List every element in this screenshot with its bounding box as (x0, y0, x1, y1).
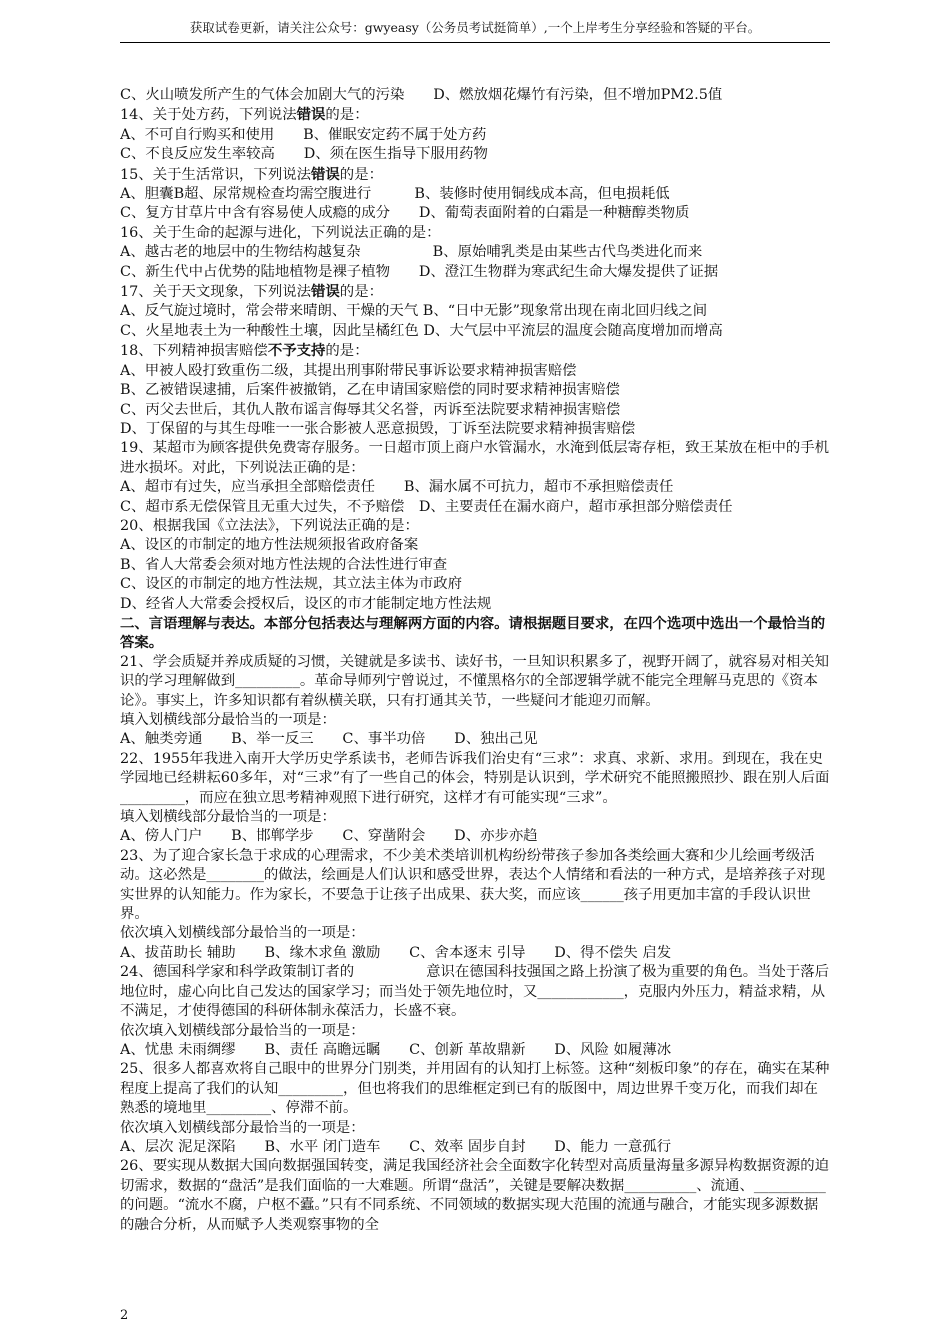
line-text: A、层次 泥足深陷 B、水平 闭门造车 C、效率 固步自封 D、能力 一意孤行 (120, 1138, 672, 1155)
text-line (120, 1157, 832, 1235)
line-text: C、超市系无偿保管且无重大过失，不予赔偿 D、主要责任在漏水商户，超市承担部分赔偿责任 (120, 498, 733, 515)
text-line (120, 126, 832, 145)
text-line (120, 653, 832, 711)
text-line (120, 105, 832, 125)
line-text: 21、学会质疑并养成质疑的习惯，关键就是多读书、读好书，一旦知识积累多了，视野开阔了，就容易对相关知识的学习理解做到_________。革命导师列宁曾说过，不懂黑格尔的全部逻辑学就不能完全理解马克思的《资本论》。事实上，许多知识都有着纵横关联，只有打通其关节，一些疑问才能迎刃而解。 (120, 653, 830, 709)
text-line (120, 381, 832, 400)
line-text: C、丙父去世后，其仇人散布谣言侮辱其父名誉，丙诉至法院要求精神损害赔偿 (120, 401, 621, 418)
text-line (120, 575, 832, 594)
text-line (120, 204, 832, 223)
text-line (120, 595, 832, 614)
line-text: A、越古老的地层中的生物结构越复杂 B、原始哺乳类是由某些古代鸟类进化而来 (120, 244, 703, 261)
line-text: 填入划横线部分最恰当的一项是： (120, 809, 336, 826)
text-line (120, 341, 832, 361)
text-line (120, 536, 832, 555)
line-text: A、反气旋过境时，常会带来晴朗、干燥的天气 B、“日中无影”现象常出现在南北回归线之间 (120, 303, 708, 320)
line-text: A、甲被人殴打致重伤二级，其提出刑事附带民事诉讼要求精神损害赔偿 (120, 362, 577, 379)
text-line (120, 808, 832, 827)
line-text: A、设区的市制定的地方性法规须报省政府备案 (120, 537, 419, 554)
line-text: 26、要实现从数据大国向数据强国转变，满足我国经济社会全面数字化转型对高质量海量多源异构数据资源的迫切需求，数据的“盘活”是我们面临的一大难题。所谓“盘活”，关键是要解决数据__________、流通、__________的问题。“流水不腐，户枢不蠹。”只有不同系统、不同领域的数据实现大范围的流通与融合，才能实现多源数据的融合分析，从而赋予人类观察事物的全 (120, 1158, 830, 1233)
exam-content (120, 86, 832, 1235)
line-text: C、火星地表土为一种酸性土壤，因此呈橘红色 D、大气层中平流层的温度会随高度增加而增高 (120, 322, 723, 339)
line-text: 填入划横线部分最恰当的一项是： (120, 712, 336, 728)
section-heading (120, 614, 832, 653)
line-text: 依次填入划横线部分最恰当的一项是： (120, 1119, 365, 1136)
line-text: B、乙被错误逮捕，后案件被撤销，乙在申请国家赔偿的同时要求精神损害赔偿 (120, 382, 620, 399)
line-text-tail: 的是： (339, 284, 383, 301)
text-line (120, 711, 832, 730)
line-text: A、傍人门户 B、邯郸学步 C、穿凿附会 D、亦步亦趋 (120, 828, 538, 845)
line-text: C、新生代中占优势的陆地植物是裸子植物 D、澄江生物群为寒武纪生命大爆发提供了证据 (120, 263, 719, 280)
line-text: 15、关于生活常识，下列说法 (120, 166, 311, 183)
line-text: A、不可自行购买和使用 B、催眠安定药不属于处方药 (120, 126, 487, 143)
text-line (120, 1138, 832, 1157)
header-rule (120, 42, 830, 43)
line-text: 16、关于生命的起源与进化，下列说法正确的是： (120, 224, 441, 241)
line-text: D、丁保留的与其生母唯一一张合影被人恶意损毁，丁诉至法院要求精神损害赔偿 (120, 420, 636, 437)
text-line (120, 730, 832, 749)
line-text: 二、言语理解与表达。本部分包括表达与理解两方面的内容。请根据题目要求，在四个选项中选出一个最恰当的答案。 (120, 614, 826, 652)
line-text: 20、根据我国《立法法》，下列说法正确的是： (120, 517, 419, 534)
text-line (120, 1041, 832, 1060)
line-text: B、省人大常委会须对地方性法规的合法性进行审查 (120, 556, 448, 573)
line-text: 25、很多人都喜欢将自己眼中的世界分门别类，并用固有的认知打上标签。这种“刻板印象”的存在，确实在某种程度上提高了我们的认知_________，但也将我们的思维框定到已有的版图中，周边世界千变万化，而我们却在熟悉的境地里_________、停滞不前。 (120, 1061, 830, 1117)
text-line (120, 944, 832, 963)
line-text: 依次填入划横线部分最恰当的一项是： (120, 1022, 365, 1039)
text-line (120, 420, 832, 439)
line-text: C、设区的市制定的地方性法规，其立法主体为市政府 (120, 576, 462, 593)
text-line (120, 847, 832, 925)
text-line (120, 401, 832, 420)
line-text: 23、为了迎合家长急于求成的心理需求，不少美术类培训机构纷纷带孩子参加各类绘画大赛和少儿绘画考级活动。这必然是________的做法，绘画是人们认识和感受世界，表达个人情绪和看法的一种方式，是培养孩子对现实世界的认知能力。作为家长，不要急于让孩子出成果、获大奖，而应该______孩子用更加丰富的手段认识世界。 (120, 847, 826, 923)
line-text: 22、1955年我进入南开大学历史学系读书，老师告诉我们治史有“三求”：求真、求新、求用。到现在，我在史学园地已经耕耘60多年，对“三求”有了一些自己的体会，特别是认识到，学术研究不能照搬照抄、跟在别人后面_________，而应在独立思考精神观照下进行研究，这样才有可能实现“三求”。 (120, 750, 830, 806)
text-line (120, 282, 832, 302)
page-number: 2 (120, 1308, 129, 1323)
text-line (120, 362, 832, 381)
text-line (120, 322, 832, 341)
emphasis-text: 错误 (311, 165, 340, 183)
text-line (120, 439, 832, 478)
line-text: A、触类旁通 B、举一反三 C、事半功倍 D、独出己见 (120, 731, 538, 748)
text-line (120, 243, 832, 262)
text-line (120, 924, 832, 943)
emphasis-text: 不予支持 (267, 342, 326, 360)
text-line (120, 827, 832, 846)
line-text: A、忧患 未雨绸缪 B、责任 高瞻远瞩 C、创新 革故鼎新 D、风险 如履薄冰 (120, 1041, 672, 1058)
line-text: 18、下列精神损害赔偿 (120, 343, 268, 360)
line-text: 17、关于天文现象，下列说法 (120, 284, 311, 301)
line-text-tail: 的是： (339, 166, 383, 183)
line-text: 依次填入划横线部分最恰当的一项是： (120, 925, 365, 942)
text-line (120, 165, 832, 185)
emphasis-text: 错误 (311, 283, 340, 301)
text-line (120, 185, 832, 204)
line-text: D、经省人大常委会授权后，设区的市才能制定地方性法规 (120, 595, 492, 612)
emphasis-text: 错误 (296, 106, 326, 124)
line-text: A、拔苗助长 辅助 B、缘木求鱼 激励 C、舍本逐末 引导 D、得不偿失 启发 (120, 944, 672, 961)
text-line (120, 145, 832, 164)
line-text: C、火山喷发所产生的气体会加剧大气的污染 D、燃放烟花爆竹有污染，但不增加PM2.5值 (120, 87, 723, 103)
text-line (120, 498, 832, 517)
line-text: 24、德国科学家和科学政策制订者的 意识在德国科技强国之路上扮演了极为重要的角色。当处于落后地位时，虚心向比自己发达的国家学习；而当处于领先地位时，又____________，克服内外压力，精益求精，从不满足，才使得德国的科研体制永葆活力，长盛不衰。 (120, 964, 830, 1020)
text-line (120, 556, 832, 575)
text-line (120, 86, 832, 105)
text-line (120, 302, 832, 321)
line-text: A、胆囊B超、尿常规检查均需空腹进行 B、装修时使用铜线成本高，但电损耗低 (120, 186, 670, 203)
line-text-tail: 的是： (325, 343, 369, 360)
text-line (120, 750, 832, 808)
page-header: 获取试卷更新，请关注公众号：gwyeasy（公务员考试挺简单）,一个上岸考生分享经验和答疑的平台。 (189, 20, 761, 35)
text-line (120, 1119, 832, 1138)
line-text: A、超市有过失，应当承担全部赔偿责任 B、漏水属不可抗力，超市不承担赔偿责任 (120, 479, 674, 496)
text-line (120, 1060, 832, 1118)
text-line (120, 517, 832, 536)
text-line (120, 224, 832, 243)
line-text: 19、某超市为顾客提供免费寄存服务。一日超市顶上商户水管漏水，水淹到低层寄存柜，致王某放在柜中的手机进水损坏。对此，下列说法正确的是： (120, 440, 830, 476)
line-text-tail: 的是： (325, 107, 369, 124)
text-line (120, 1022, 832, 1041)
text-line (120, 478, 832, 497)
line-text: 14、关于处方药，下列说法 (120, 107, 297, 124)
line-text: C、复方甘草片中含有容易使人成瘾的成分 D、葡萄表面附着的白霜是一种糖醇类物质 (120, 205, 690, 222)
line-text: C、不良反应发生率较高 D、须在医生指导下服用药物 (120, 146, 488, 163)
text-line (120, 963, 832, 1021)
text-line (120, 263, 832, 282)
